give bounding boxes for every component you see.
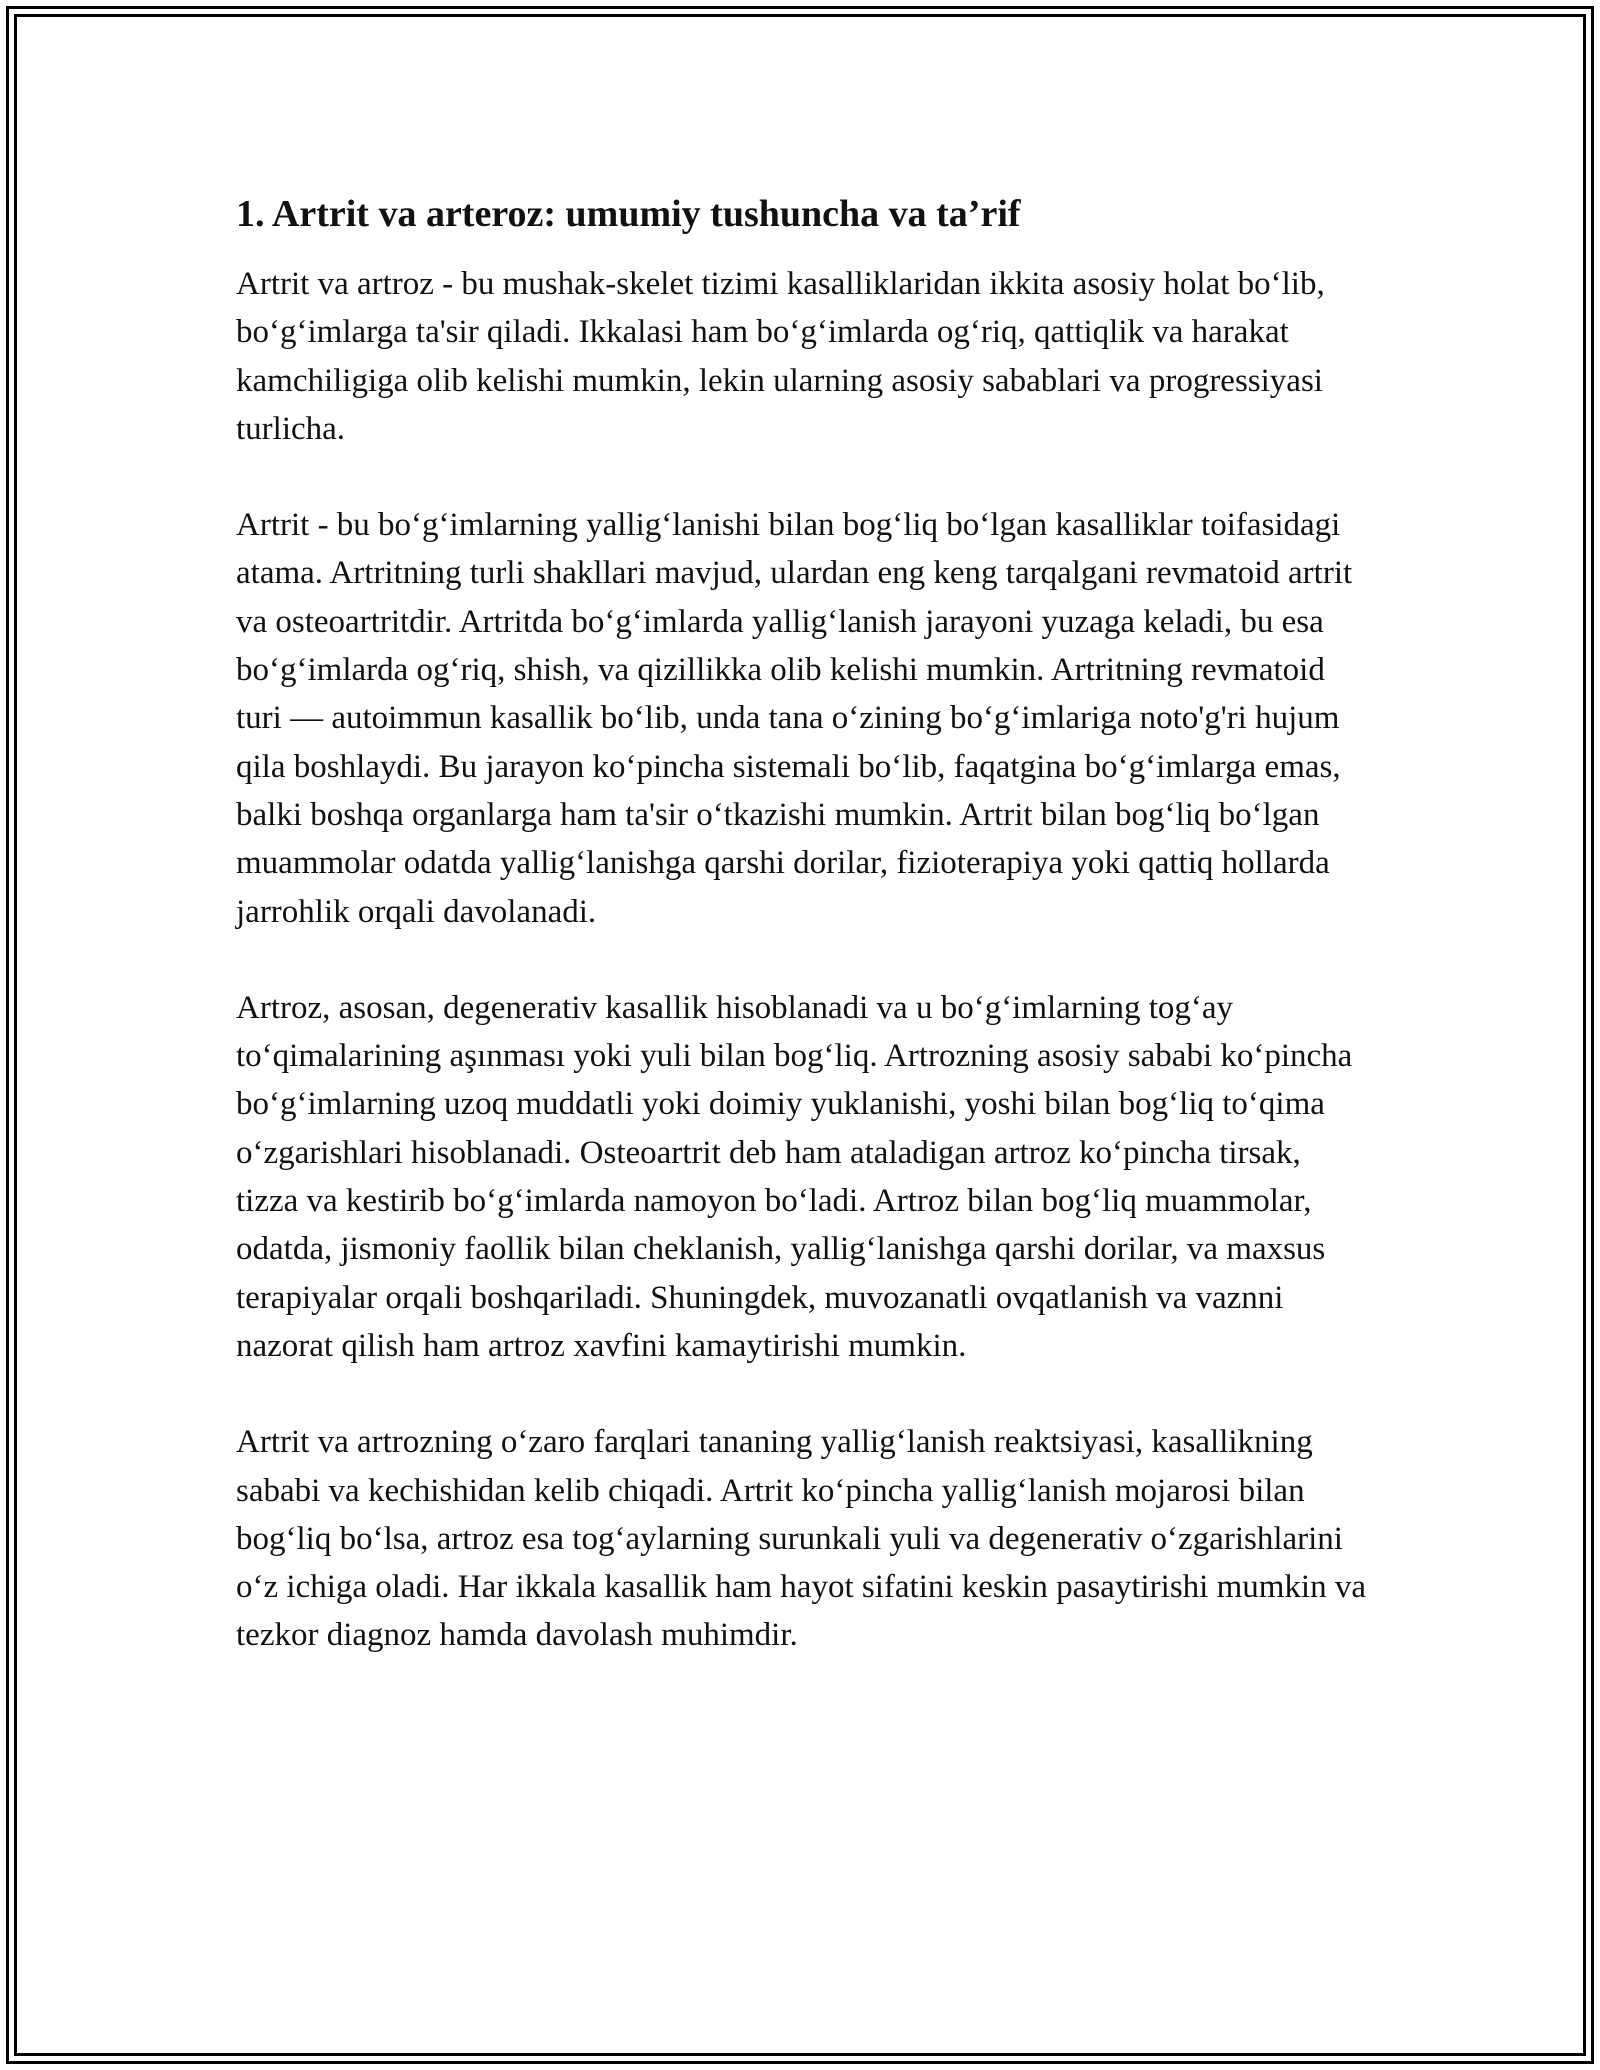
paragraph-intro: Artrit va artroz - bu mushak-skelet tizimi kasalliklaridan ikkita asosiy holat bo‘lib, bo‘g‘imlarga ta'sir qiladi. Ikkalasi ham bo‘g‘imlarda og‘riq, qattiqlik va harakat kamchiligiga olib kelishi mumkin, lekin ularning asosiy sabablari va progressiyasi turlicha. bbox=[236, 266, 1325, 447]
paragraph-artrit: Artrit - bu bo‘g‘imlarning yallig‘lanishi bilan bog‘liq bo‘lgan kasalliklar toifasidagi atama. Artritning turli shakllari mavjud, ulardan eng keng tarqalgani revmatoid artrit va osteoartritdir. Artritda bo‘g‘imlarda yallig‘lanish jarayoni yuzaga keladi, bu esa bo‘g‘imlarda og‘riq, shish, va qizillikka olib kelishi mumkin. Artritning revmatoid turi — autoimmun kasallik bo‘lib, unda tana o‘zining bo‘g‘imlariga noto'g'ri hujum qila boshlaydi. Bu jarayon ko‘pincha sistemali bo‘lib, faqatgina bo‘g‘imlarga emas, balki boshqa organlarga ham ta'sir o‘tkazishi mumkin. Artrit bilan bog‘liq bo‘lgan muammolar odatda yallig‘lanishga qarshi dorilar, fizioterapiya yoki qattiq hollarda jarrohlik orqali davolanadi. bbox=[236, 507, 1353, 930]
paragraph-differences: Artrit va artrozning o‘zaro farqlari tananing yallig‘lanish reaktsiyasi, kasallikning sababi va kechishidan kelib chiqadi. Artrit ko‘pincha yallig‘lanish mojarosi bilan bog‘liq bo‘lsa, artroz esa tog‘aylarning surunkali yuli va degenerativ o‘zgarishlarini o‘z ichiga oladi. Har ikkala kasallik ham hayot sifatini keskin pasaytirishi mumkin va tezkor diagnoz hamda davolash muhimdir. bbox=[236, 1424, 1366, 1654]
section-heading: 1. Artrit va arteroz: umumiy tushuncha va ta’rif bbox=[236, 193, 1021, 235]
paragraph-artroz: Artroz, asosan, degenerativ kasallik hisoblanadi va u bo‘g‘imlarning tog‘ay to‘qimalarining aşınması yoki yuli bilan bog‘liq. Artrozning asosiy sababi ko‘pincha bo‘g‘imlarning uzoq muddatli yoki doimiy yuklanishi, yoshi bilan bog‘liq to‘qima o‘zgarishlari hisoblanadi. Osteoartrit deb ham ataladigan artroz ko‘pincha tirsak, tizza va kestirib bo‘g‘imlarda namoyon bo‘ladi. Artroz bilan bog‘liq muammolar, odatda, jismoniy faollik bilan cheklanish, yallig‘lanishga qarshi dorilar, va maxsus terapiyalar orqali boshqariladi. Shuningdek, muvozanatli ovqatlanish va vaznni nazorat qilish ham artroz xavfini kamaytirishi mumkin. bbox=[236, 989, 1353, 1364]
document-body bbox=[236, 188, 1366, 1708]
